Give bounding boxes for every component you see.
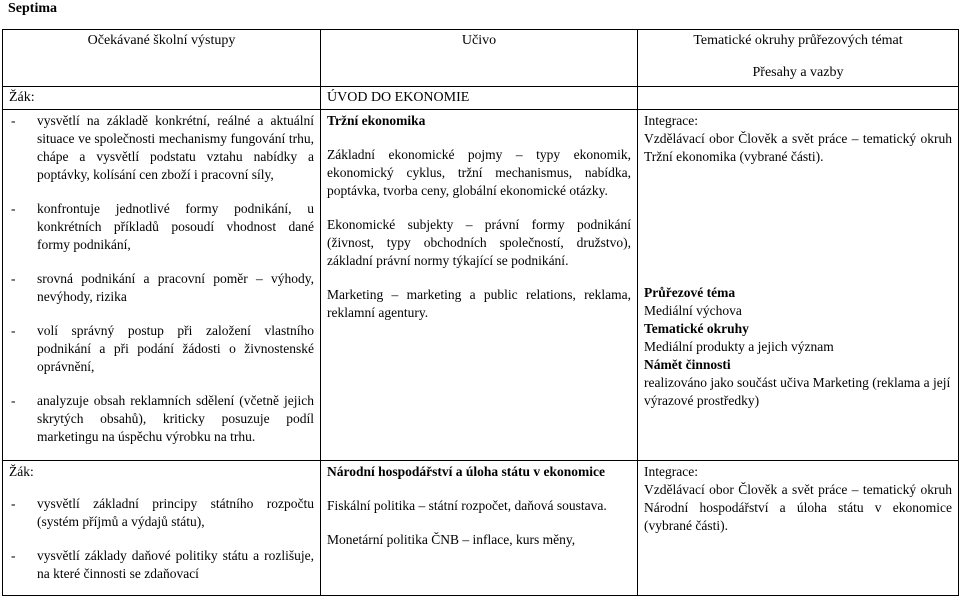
section1-curriculum (321, 110, 638, 461)
section1-links (638, 110, 959, 461)
section1-label-empty (638, 87, 959, 110)
section1-outcomes (3, 110, 321, 461)
activity-label: Námět činnosti (644, 357, 731, 372)
integration-text: Vzdělávací obor Člověk a svět práce – tematický okruh Tržní ekonomika (vybrané části). (644, 131, 952, 164)
thematic-label: Tematické okruhy (644, 321, 749, 336)
curriculum-title: Národní hospodářství a úloha státu v ekonomice (327, 464, 606, 479)
cross-theme-label: Průřezové téma (644, 285, 736, 300)
page-title: Septima (8, 1, 57, 16)
outcome-item: - konfrontuje jednotlivé formy podnikání, u konkrétních příkladů posoudí vhodnost dané formy podnikání, (9, 200, 314, 254)
header-curriculum: Učivo (321, 30, 638, 87)
section2-student-label: Žák: (9, 464, 34, 479)
section1-label-row (3, 87, 959, 110)
outcome-item: - volí správný postup při založení vlastního podnikání a při podání žádosti o živnostenské oprávnění, (9, 322, 314, 376)
section2-curriculum (321, 461, 638, 596)
curriculum-paragraph: Monetární politika ČNB – inflace, kurs měny, (327, 532, 576, 547)
header-outcomes: Očekávané školní výstupy (3, 30, 321, 87)
curriculum-paragraph: Základní ekonomické pojmy – typy ekonomik, ekonomický cyklus, tržní mechanismus, nabídka, poptávka, tvorba ceny, globální ekonomické otázky. (327, 147, 631, 198)
header-cross-themes-title: Tematické okruhy průřezových témat (693, 33, 903, 48)
curriculum-paragraph: Marketing – marketing a public relations, reklama, reklamní agentury. (327, 287, 631, 320)
outcome-item: - srovná podnikání a pracovní poměr – výhody, nevýhody, rizika (9, 270, 314, 306)
section2-links (638, 461, 959, 596)
outcome-item: - vysvětlí základní principy státního rozpočtu (systém příjmů a výdajů státu), (9, 495, 314, 531)
integration-text: Vzdělávací obor Člověk a svět práce – tematický okruh Národní hospodářství a úloha státu v ekonomice (vybrané části). (644, 482, 952, 533)
integration-label: Integrace: (644, 113, 698, 128)
curriculum-paragraph: Ekonomické subjekty – právní formy podnikání (živnost, typy obchodních společností, družstvo), základní právní normy týkající se podnikání. (327, 217, 631, 268)
section1-topic-heading: ÚVOD DO EKONOMIE (321, 87, 638, 110)
header-cross-themes (638, 30, 959, 87)
cross-theme-value: Mediální výchova (644, 303, 742, 318)
curriculum-paragraph: Fiskální politika – státní rozpočet, daňová soustava. (327, 498, 607, 513)
section2-outcomes (3, 461, 321, 596)
integration-label: Integrace: (644, 464, 698, 479)
outcome-item: - vysvětlí základy daňové politiky státu a rozlišuje, na které činnosti se zdaňovací (9, 547, 314, 583)
curriculum-title: Tržní ekonomika (327, 113, 426, 128)
outcome-item: - vysvětlí na základě konkrétní, reálné a aktuální situace ve společnosti mechanismy fungování trhu, chápe a vysvětlí podstatu vztahu nabídky a poptávky, kolísání cen zboží i pracovní síly, (9, 112, 314, 184)
thematic-value: Mediální produkty a jejich význam (644, 339, 834, 354)
header-links-title: Přesahy a vazby (752, 65, 844, 80)
curriculum-table (2, 29, 959, 596)
outcome-item: - analyzuje obsah reklamních sdělení (včetně jejich skrytých obsahů), kriticky posuzuje podíl marketingu na úspěchu výrobku na trhu. (9, 392, 314, 446)
activity-value: realizováno jako součást učiva Marketing (reklama a její výrazové prostředky) (644, 375, 951, 408)
table-header-row (3, 30, 959, 87)
section1-student-label: Žák: (3, 87, 321, 110)
section1-row (3, 110, 959, 461)
section2-row (3, 461, 959, 596)
